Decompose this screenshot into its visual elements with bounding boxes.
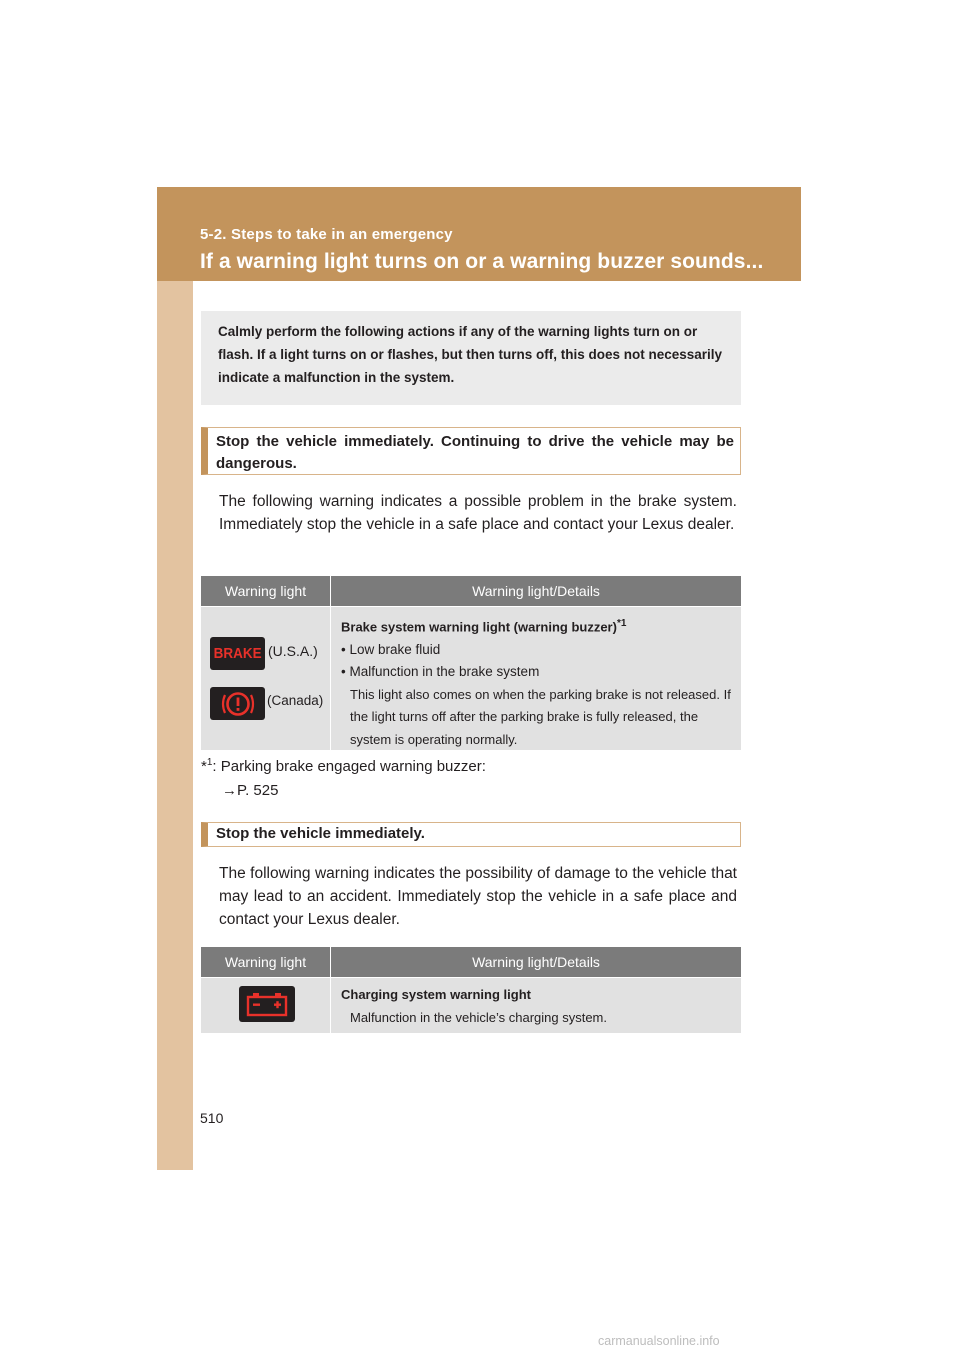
section-body-charging: The following warning indicates the possibility of damage to the vehicle that may lead to an accident. Immediately stop the vehicle in a safe place and contact your Lexus dealer. <box>219 865 737 928</box>
section-heading-brake: Stop the vehicle immediately. Continuing to drive the vehicle may be dangerous. <box>201 427 741 475</box>
page-number: 510 <box>200 1110 224 1126</box>
region-label-canada: (Canada) <box>267 693 324 708</box>
watermark: carmanualsonline.info <box>598 1334 720 1348</box>
exclamation-circle-icon <box>210 687 265 720</box>
warning-light-cell <box>201 978 331 1033</box>
page-sidebar-band <box>157 281 193 1170</box>
section-heading-charging: Stop the vehicle immediately. <box>201 822 741 847</box>
table-header <box>201 576 741 606</box>
table-header <box>201 947 741 977</box>
col-header-details: Warning light/Details <box>472 583 600 599</box>
detail-title: Charging system warning light <box>341 987 531 1002</box>
section-body-brake: The following warning indicates a possible problem in the brake system. Immediately stop the vehicle in a safe place and contact your Lexus dealer. <box>219 493 737 533</box>
detail-bullet: • Low brake fluid <box>341 641 441 657</box>
footnote: *$^1$: Parking brake engaged warning buzzer: <box>201 757 486 775</box>
region-label-usa: (U.S.A.) <box>268 643 318 659</box>
detail-title: Brake system warning light (warning buzzer)$^{*1}$ <box>341 618 627 635</box>
col-header-details: Warning light/Details <box>472 954 600 970</box>
col-header-warning-light: Warning light <box>201 947 331 977</box>
col-header-warning-light: Warning light <box>201 576 331 606</box>
details-cell <box>331 607 741 750</box>
detail-note: Malfunction in the vehicle’s charging system. <box>350 1009 607 1025</box>
warning-table-brake <box>201 576 741 750</box>
detail-note: This light also comes on when the parking brake is not released. If the light turns off after the parking brake is fully released, the system is operating normally. <box>350 686 731 747</box>
detail-bullet: • Malfunction in the brake system <box>341 664 540 680</box>
page-reference-link[interactable]: →P. 525 <box>222 782 279 799</box>
section-label: 5-2. Steps to take in an emergency <box>200 226 453 243</box>
table-row <box>201 606 741 750</box>
brake-text-icon: BRAKE <box>210 637 265 670</box>
battery-icon <box>239 986 295 1022</box>
intro-box: Calmly perform the following actions if any of the warning lights turn on or flash. If a light turns on or flashes, but then turns off, this does not necessarily indicate a malfunction in the system. <box>201 311 741 405</box>
warning-light-cell <box>201 607 331 750</box>
details-cell <box>331 978 741 1033</box>
warning-table-charging <box>201 947 741 1033</box>
table-row <box>201 977 741 1033</box>
page-title: If a warning light turns on or a warning buzzer sounds... <box>200 250 764 273</box>
